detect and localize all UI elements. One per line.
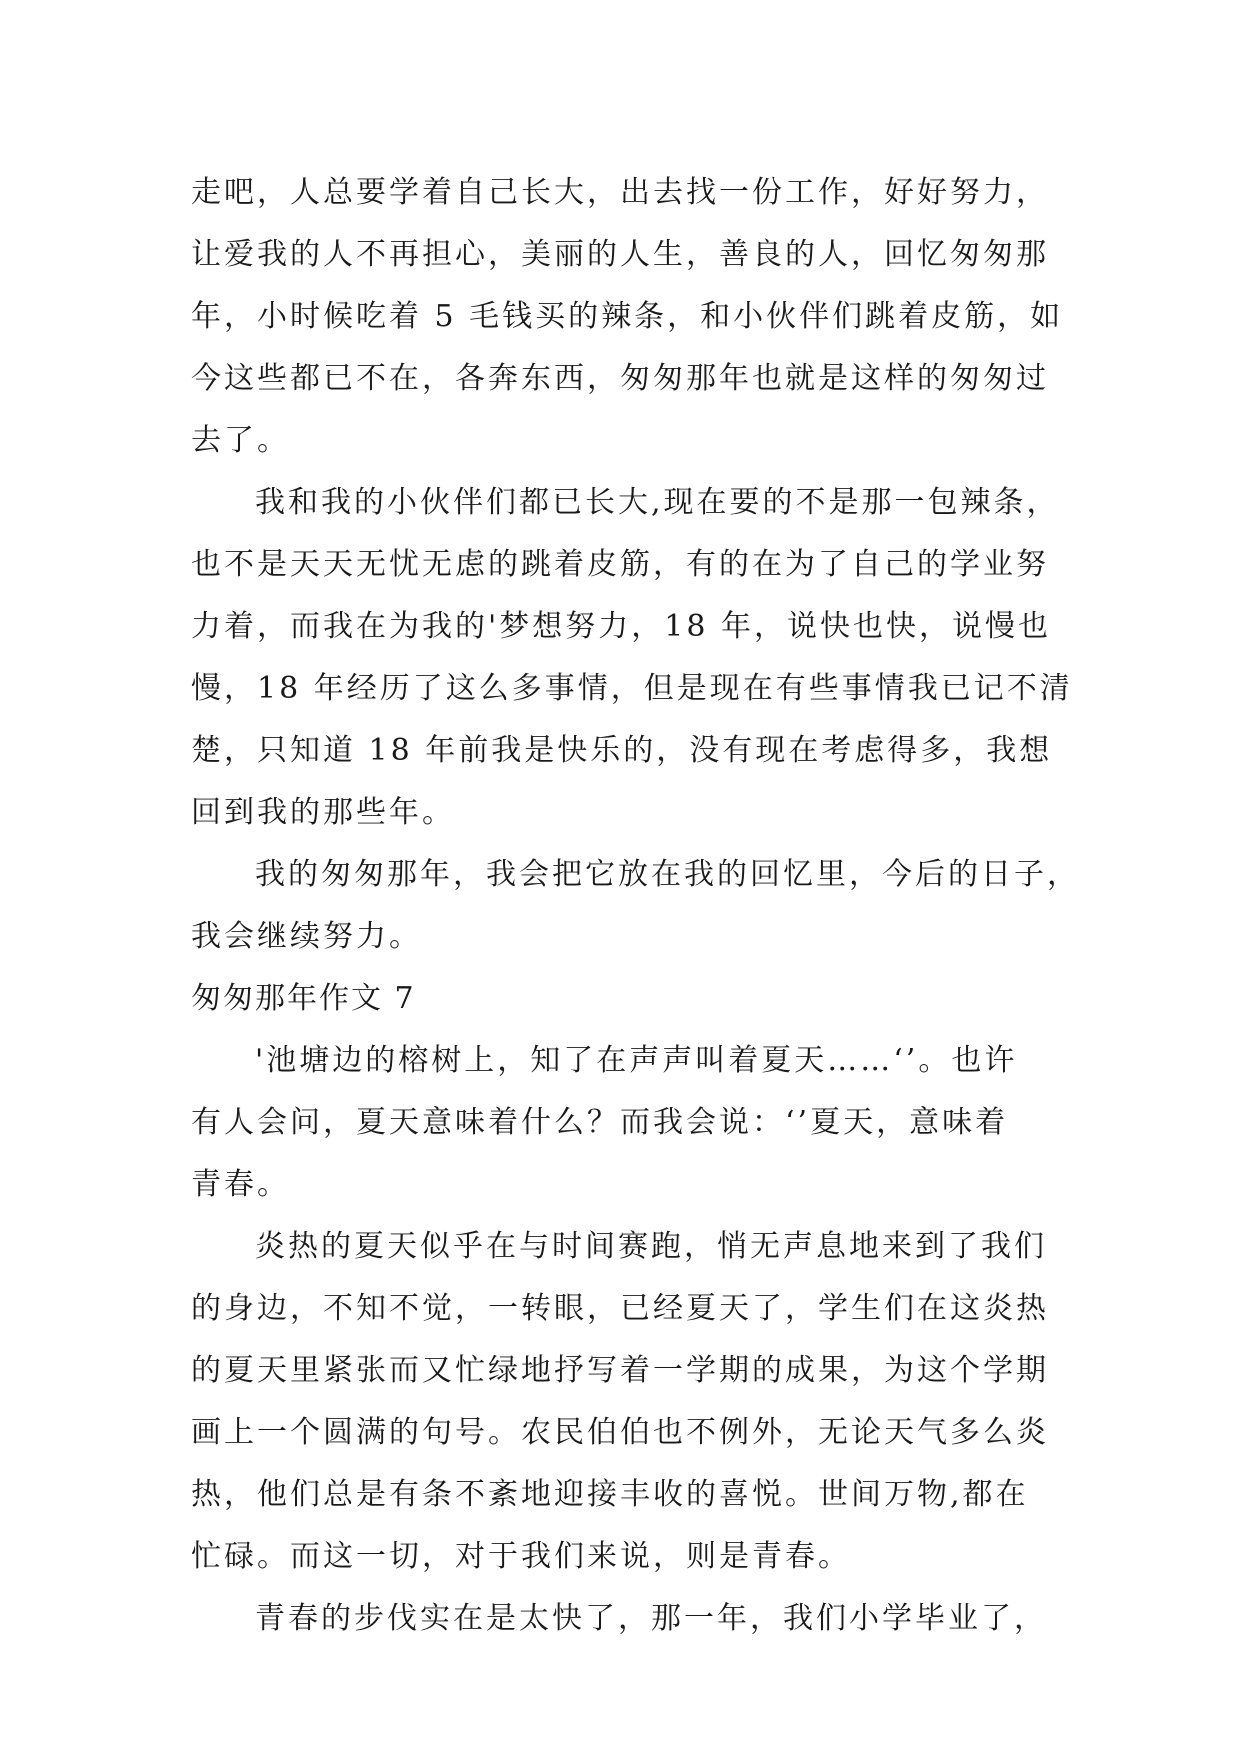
text-line: 回到我的那些年。 — [191, 795, 455, 830]
text-line: 楚，只知道 18 年前我是快乐的，没有现在考虑得多，我想 — [191, 733, 1053, 768]
paragraph-first-line: '池塘边的榕树上，知了在声声叫着夏天……‘’。也许 — [255, 1043, 1018, 1078]
paragraph-first-line: 青春的步伐实在是太快了，那一年，我们小学毕业了， — [255, 1601, 1047, 1636]
text-line: 力着，而我在为我的'梦想努力，18 年，说快也快，说慢也 — [191, 609, 1051, 644]
text-line: 也不是天天无忧无虑的跳着皮筋，有的在为了自己的学业努 — [191, 547, 1049, 582]
text-line: 的身边，不知不觉，一转眼，已经夏天了，学生们在这炎热 — [191, 1291, 1049, 1326]
document-body — [191, 162, 1080, 1650]
text-line: 热，他们总是有条不紊地迎接丰收的喜悦。世间万物,都在 — [191, 1477, 1029, 1512]
paragraph-first-line: 炎热的夏天似乎在与时间赛跑，悄无声息地来到了我们 — [255, 1229, 1047, 1264]
paragraph-first-line: 我和我的小伙伴们都已长大,现在要的不是那一包辣条， — [255, 485, 1060, 520]
text-line: 有人会问，夏天意味着什么？而我会说：‘’夏天，意味着 — [191, 1105, 1009, 1140]
text-line: 忙碌。而这一切，对于我们来说，则是青春。 — [191, 1539, 851, 1574]
section-heading: 匆匆那年作文 7 — [191, 981, 416, 1016]
text-line: 青春。 — [191, 1167, 290, 1202]
paragraph-first-line: 我的匆匆那年，我会把它放在我的回忆里，今后的日子， — [255, 857, 1080, 892]
text-line: 走吧，人总要学着自己长大，出去找一份工作，好好努力， — [191, 175, 1049, 210]
text-line: 年，小时候吃着 5 毛钱买的辣条，和小伙伴们跳着皮筋，如 — [191, 299, 1064, 334]
text-line: 画上一个圆满的句号。农民伯伯也不例外，无论天气多么炎 — [191, 1415, 1049, 1450]
text-line: 去了。 — [191, 423, 290, 458]
text-line: 今这些都已不在，各奔东西，匆匆那年也就是这样的匆匆过 — [191, 361, 1049, 396]
text-line: 的夏天里紧张而又忙绿地抒写着一学期的成果，为这个学期 — [191, 1353, 1049, 1388]
text-line: 让爱我的人不再担心，美丽的人生，善良的人，回忆匆匆那 — [191, 237, 1049, 272]
text-line: 慢，18 年经历了这么多事情，但是现在有些事情我已记不清 — [191, 671, 1073, 706]
text-line: 我会继续努力。 — [191, 919, 422, 954]
